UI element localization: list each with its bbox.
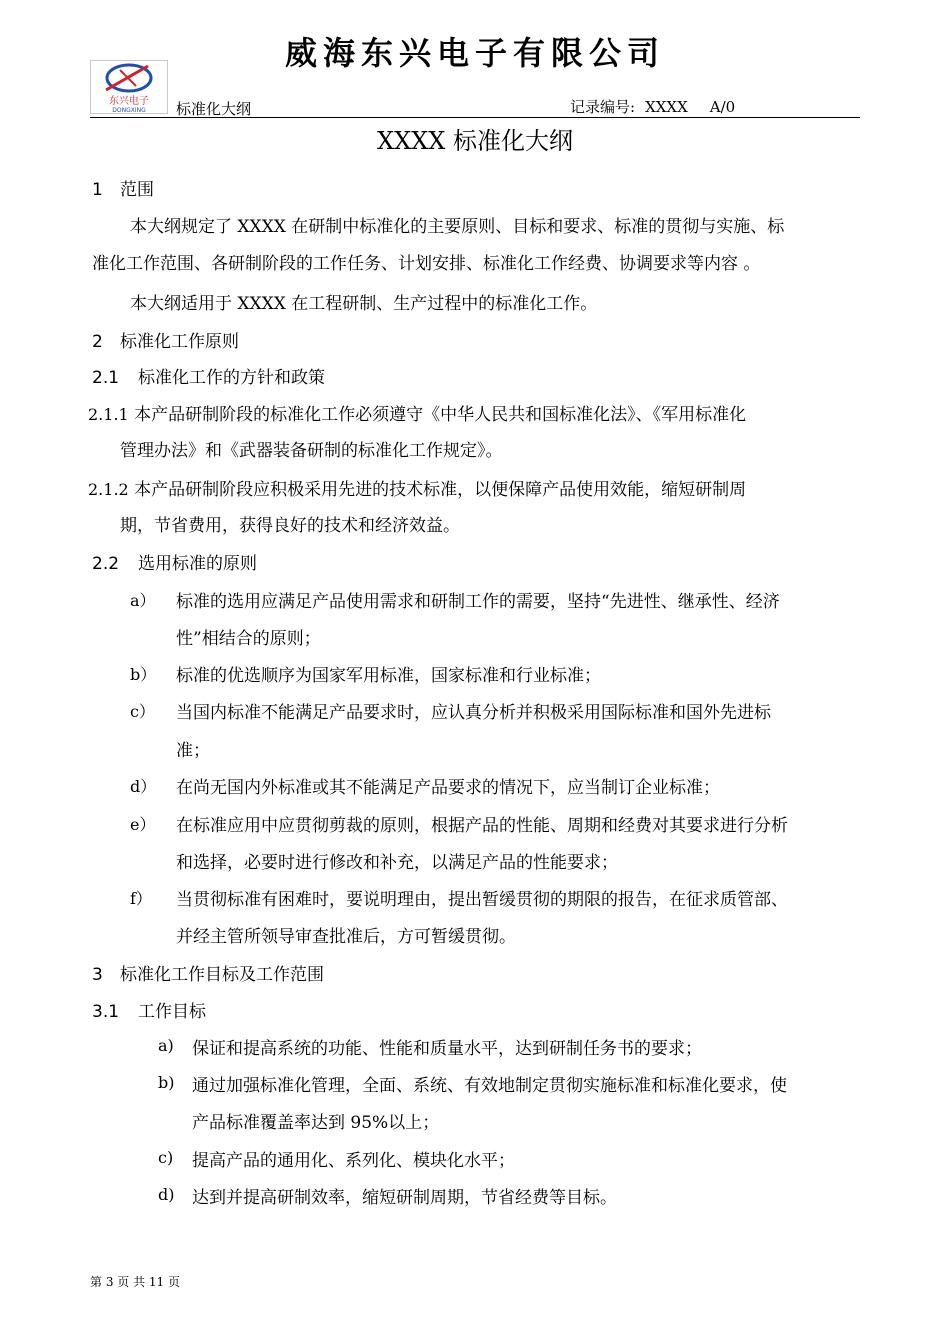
revision: A/0 [709, 98, 736, 116]
list-item-label: a) [158, 1036, 174, 1055]
document-title: XXXX 标准化大纲 [377, 127, 573, 155]
company-logo [90, 60, 168, 114]
list-item-text: 在标准应用中应贯彻剪裁的原则，根据产品的性能、周期和经费对其要求进行分析 [176, 816, 788, 836]
page-number: 第 3 页 共 11 页 [90, 1275, 180, 1289]
clause-2-1-2 [88, 475, 746, 500]
list-item-text: 保证和提高系统的功能、性能和质量水平，达到研制任务书的要求； [192, 1039, 702, 1059]
section-3-heading [92, 960, 324, 985]
record-label: 记录编号: [570, 98, 636, 116]
list-item-label: c） [130, 702, 155, 721]
list-item-label: c) [158, 1148, 174, 1167]
list-item-text: 并经主管所领导审查批准后，方可暂缓贯彻。 [176, 927, 516, 947]
section-number: 1 [92, 180, 103, 200]
section-title: 范围 [120, 180, 154, 200]
section-number: 3 [92, 965, 103, 985]
list-item-label: a） [130, 591, 156, 610]
list-item-label: f） [130, 889, 152, 908]
header-divider [90, 117, 860, 118]
list-item-text: 在尚无国内外标准或其不能满足产品要求的情况下，应当制订企业标准； [176, 778, 720, 798]
section-title: 工作目标 [138, 1002, 206, 1022]
list-item-text: 标准的选用应满足产品使用需求和研制工作的需要，坚持“先进性、继承性、经济 [176, 592, 780, 612]
list-item-label: b） [130, 665, 157, 684]
list-item-text: 标准的优选顺序为国家军用标准，国家标准和行业标准； [176, 666, 601, 686]
list-item-text: 提高产品的通用化、系列化、模块化水平； [192, 1151, 515, 1171]
section-2-2-heading [92, 549, 257, 574]
paragraph: 本大纲适用于 XXXX 在工程研制、生产过程中的标准化工作。 [130, 294, 598, 314]
clause-2-1-1 [88, 400, 746, 425]
list-item-text: 产品标准覆盖率达到 95%以上； [192, 1113, 440, 1133]
list-item-text: 性”相结合的原则； [176, 629, 321, 649]
list-item-label: d） [130, 777, 157, 796]
clause-continuation: 期，节省费用，获得良好的技术和经济效益。 [120, 516, 460, 536]
list-item-text: 准； [176, 741, 210, 761]
section-number: 2.1 [92, 368, 120, 388]
clause-text: 本产品研制阶段的标准化工作必须遵守《中华人民共和国标准化法》、《军用标准化 [134, 405, 747, 425]
section-title: 标准化工作原则 [120, 332, 239, 352]
section-number: 3.1 [92, 1002, 120, 1022]
section-title: 标准化工作目标及工作范围 [120, 965, 324, 985]
list-item-text: 通过加强标准化管理，全面、系统、有效地制定贯彻实施标准和标准化要求，使 [192, 1076, 787, 1096]
section-3-1-heading [92, 997, 206, 1022]
list-item-text: 当贯彻标准有困难时，要说明理由，提出暂缓贯彻的期限的报告，在征求质管部、 [176, 890, 788, 910]
section-2-1-heading [92, 363, 325, 388]
paragraph-line: 本大纲规定了 XXXX 在研制中标准化的主要原则、目标和要求、标准的贯彻与实施、标 [130, 217, 785, 237]
logo-subtext: DONGXING [112, 107, 146, 114]
list-item-text: 和选择，必要时进行修改和补充，以满足产品的性能要求； [176, 853, 618, 873]
clause-continuation: 管理办法》和《武器装备研制的标准化工作规定》。 [120, 441, 503, 461]
section-1-heading [92, 175, 154, 200]
clause-number: 2.1.2 [88, 480, 129, 499]
section-title: 标准化工作的方针和政策 [138, 368, 325, 388]
section-title: 选用标准的原则 [138, 554, 257, 574]
doc-label: 标准化大纲 [176, 100, 252, 118]
logo-graphic [90, 60, 168, 114]
record-value: XXXX [645, 98, 688, 116]
list-item-text: 当国内标准不能满足产品要求时，应认真分析并积极采用国际标准和国外先进标 [176, 703, 771, 723]
logo-text: 东兴电子 [109, 96, 149, 107]
clause-number: 2.1.1 [88, 405, 129, 424]
paragraph-line: 准化工作范围、各研制阶段的工作任务、计划安排、标准化工作经费、协调要求等内容 。 [92, 254, 761, 274]
list-item-label: b) [158, 1073, 175, 1092]
company-name: 威海东兴电子有限公司 [284, 34, 665, 72]
list-item-text: 达到并提高研制效率，缩短研制周期，节省经费等目标。 [192, 1188, 617, 1208]
list-item-label: e） [130, 815, 156, 834]
clause-text: 本产品研制阶段应积极采用先进的技术标准，以便保障产品使用效能，缩短研制周 [134, 480, 747, 500]
section-2-heading [92, 327, 239, 352]
record-info [570, 96, 735, 117]
section-number: 2 [92, 332, 103, 352]
section-number: 2.2 [92, 554, 120, 574]
list-item-label: d) [158, 1185, 175, 1204]
